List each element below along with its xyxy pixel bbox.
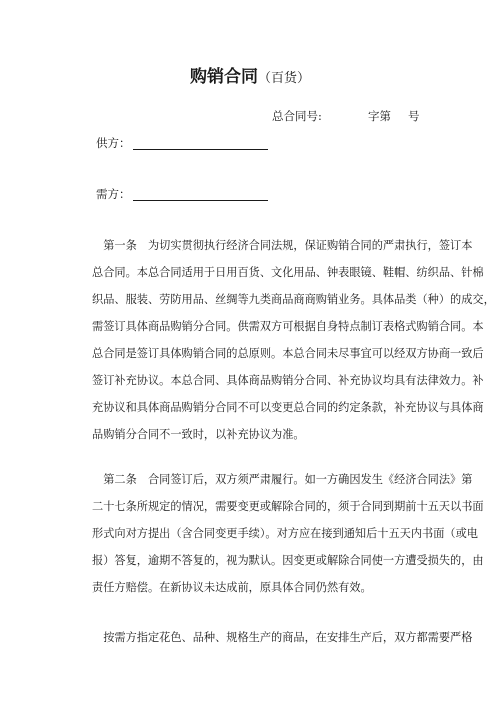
supplier-field <box>96 135 131 151</box>
buyer-field <box>96 186 131 202</box>
supplier-label: 供方： <box>96 136 131 150</box>
paragraph-line: 责任方赔偿。在新协议未达成前，原具体合同仍然有效。 <box>92 581 372 594</box>
paragraph-line: 需签订具体商品购销分合同。供需双方可根据自身特点制订表格式购销合同。本 <box>92 320 484 333</box>
paragraph-line: 报）答复，逾期不答复的，视为默认。因变更或解除合同使一方遭受损失的，由 <box>92 554 484 567</box>
title-subtitle: （百货） <box>257 71 310 86</box>
paragraph-line: 织品、服装、劳防用品、丝绸等九类商品商商购销业务。具体品类（种）的成交， <box>92 293 495 306</box>
article-3 <box>92 624 473 651</box>
buyer-underline <box>133 200 268 201</box>
article-2 <box>92 466 484 601</box>
paragraph-line: 充协议和具体商品购销分合同不可以变更总合同的约定条款，补充协议与具体商 <box>92 401 484 414</box>
paragraph-line: 二十七条所规定的情况，需要变更或解除合同的，须于合同到期前十五天以书面 <box>92 500 484 513</box>
paragraph-line: 品购销分合同不一致时，以补充协议为准。 <box>92 428 305 441</box>
paragraph-line: 签订补充协议。本总合同、具体商品购销分合同、补充协议均具有法律效力。补 <box>92 374 484 387</box>
paragraph-line: 按需方指定花色、品种、规格生产的商品，在安排生产后，双方都需要严格 <box>92 631 473 644</box>
paragraph-line: 第二条 合同签订后，双方须严肃履行。如一方确因发生《经济合同法》第 <box>92 473 473 486</box>
paragraph-line: 总合同是签订具体购销合同的总原则。本总合同未尽事宜可以经双方协商一致后 <box>92 347 484 360</box>
contract-number-mid: 字第 <box>368 109 391 123</box>
buyer-label: 需方： <box>96 187 131 201</box>
article-1 <box>92 232 495 448</box>
contract-number-label: 总合同号: <box>272 109 322 123</box>
document-title <box>0 62 500 87</box>
title-main: 购销合同 <box>189 67 258 87</box>
supplier-underline <box>133 149 268 150</box>
contract-number-end: 号 <box>408 109 420 123</box>
paragraph-line: 形式向对方提出（含合同变更手续）。对方应在接到通知后十五天内书面（或电 <box>92 527 478 540</box>
paragraph-line: 总合同。本总合同适用于日用百货、文化用品、钟表眼镜、鞋帽、纺织品、针棉 <box>92 266 484 279</box>
paragraph-line: 第一条 为切实贯彻执行经济合同法规，保证购销合同的严肃执行，签订本 <box>92 239 473 252</box>
